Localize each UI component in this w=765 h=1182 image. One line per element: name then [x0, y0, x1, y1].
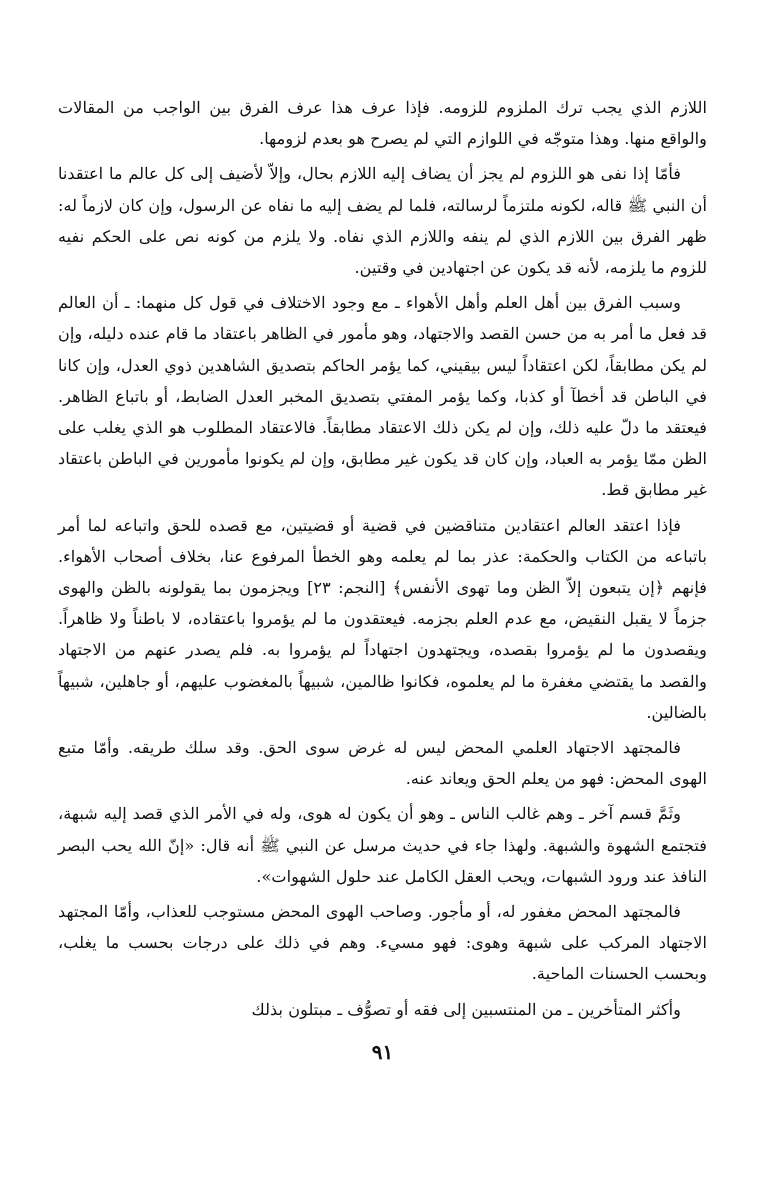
page-number: ٩١	[371, 1040, 394, 1064]
paragraph-5: فالمجتهد الاجتهاد العلمي المحض ليس له غرض سوى الحق. وقد سلك طريقه. وأمّا متبع الهوى المحض: فهو من يعلم الحق ويعاند عنه.	[58, 738, 707, 789]
paragraph-1: اللازم الذي يجب ترك الملزوم للزومه. فإذا عرف هذا عرف الفرق بين الواجب من المقالات والواقع منها. وهذا متوجّه في اللوازم التي لم يصرح هو بعدم لزومها.	[58, 98, 707, 149]
paragraph-7: فالمجتهد المحض مغفور له، أو مأجور. وصاحب الهوى المحض مستوجب للعذاب، وأمّا المجتهد الاجتهاد المركب على شبهة وهوى: فهو مسيء. وهم في ذلك على درجات بحسب ما يغلب، وبحسب الحسنات الماحية.	[58, 902, 707, 984]
paragraph-3: وسبب الفرق بين أهل العلم وأهل الأهواء ـ مع وجود الاختلاف في قول كل منهما: ـ أن العالم قد فعل ما أمر به من حسن القصد والاجتهاد، وهو مأمور في الظاهر باعتقاد ما قام عنده دليله، وإن لم يكن مطابقاً، لكن اعتقاداً ليس بيقيني، كما يؤمر الحاكم بتصديق الشاهدين ذوي العدل، وإن كانا في الباطن قد أخطآ أو كذبا، وكما يؤمر المفتي بتصديق المخبر العدل الضابط، أو باتباع الظاهر. فيعتقد ما دلّ عليه ذلك، وإن لم يكن ذلك الاعتقاد مطابقاً. فالاعتقاد المطلوب هو الذي يغلب على الظن ممّا يؤمر به العباد، وإن كان قد يكون غير مطابق، وإن لم يكونوا مأمورين في الباطن باعتقاد غير مطابق قط.	[58, 293, 707, 500]
paragraph-2: فأمّا إذا نفى هو اللزوم لم يجز أن يضاف إليه اللازم بحال، وإلاّ لأضيف إلى كل عالم ما اعتقدنا أن النبي ﷺ قاله، لكونه ملتزماً لرسالته، فلما لم يضف إليه ما نفاه عن الرسول، وإن كان لازماً له: ظهر الفرق بين اللازم الذي لم ينفه واللازم الذي نفاه. ولا يلزم من كونه نص على الحكم نفيه للزوم ما يلزمه، لأنه قد يكون عن اجتهادين في وقتين.	[58, 164, 707, 278]
page-body	[58, 92, 707, 1025]
paragraph-4: فإذا اعتقد العالم اعتقادين متناقضين في قضية أو قضيتين، مع قصده للحق واتباعه لما أمر باتباعه من الكتاب والحكمة: عذر بما لم يعلمه وهو الخطأ المرفوع عنا، بخلاف أصحاب الأهواء. فإنهم ﴿إن يتبعون إلاّ الظن وما تهوى الأنفس﴾ [النجم: ٢٣] ويجزمون بما يقولونه بالظن والهوى جزماً لا يقبل النقيض، مع عدم العلم بجزمه. فيعتقدون ما لم يؤمروا باعتقاده، لا باطناً ولا ظاهراً. ويقصدون ما لم يؤمروا بقصده، ويجتهدون اجتهاداً لم يؤمروا به. فلم يصدر عنهم من الاجتهاد والقصد ما يقتضي مغفرة ما لم يعلموه، فكانوا ظالمين، شبيهاً بالمغضوب عليهم، أو جاهلين، شبيهاً بالضالين.	[58, 515, 707, 722]
paragraph-8: وأكثر المتأخرين ـ من المنتسبين إلى فقه أو تصوُّف ـ مبتلون بذلك	[251, 999, 681, 1019]
paragraph-6: وثَمَّ قسم آخر ـ وهم غالب الناس ـ وهو أن يكون له هوى، وله في الأمر الذي قصد إليه شبهة، فتجتمع الشهوة والشبهة. ولهذا جاء في حديث مرسل عن النبي ﷺ أنه قال: «إنّ الله يحب البصر النافذ عند ورود الشبهات، ويحب العقل الكامل عند حلول الشهوات».	[58, 804, 707, 886]
